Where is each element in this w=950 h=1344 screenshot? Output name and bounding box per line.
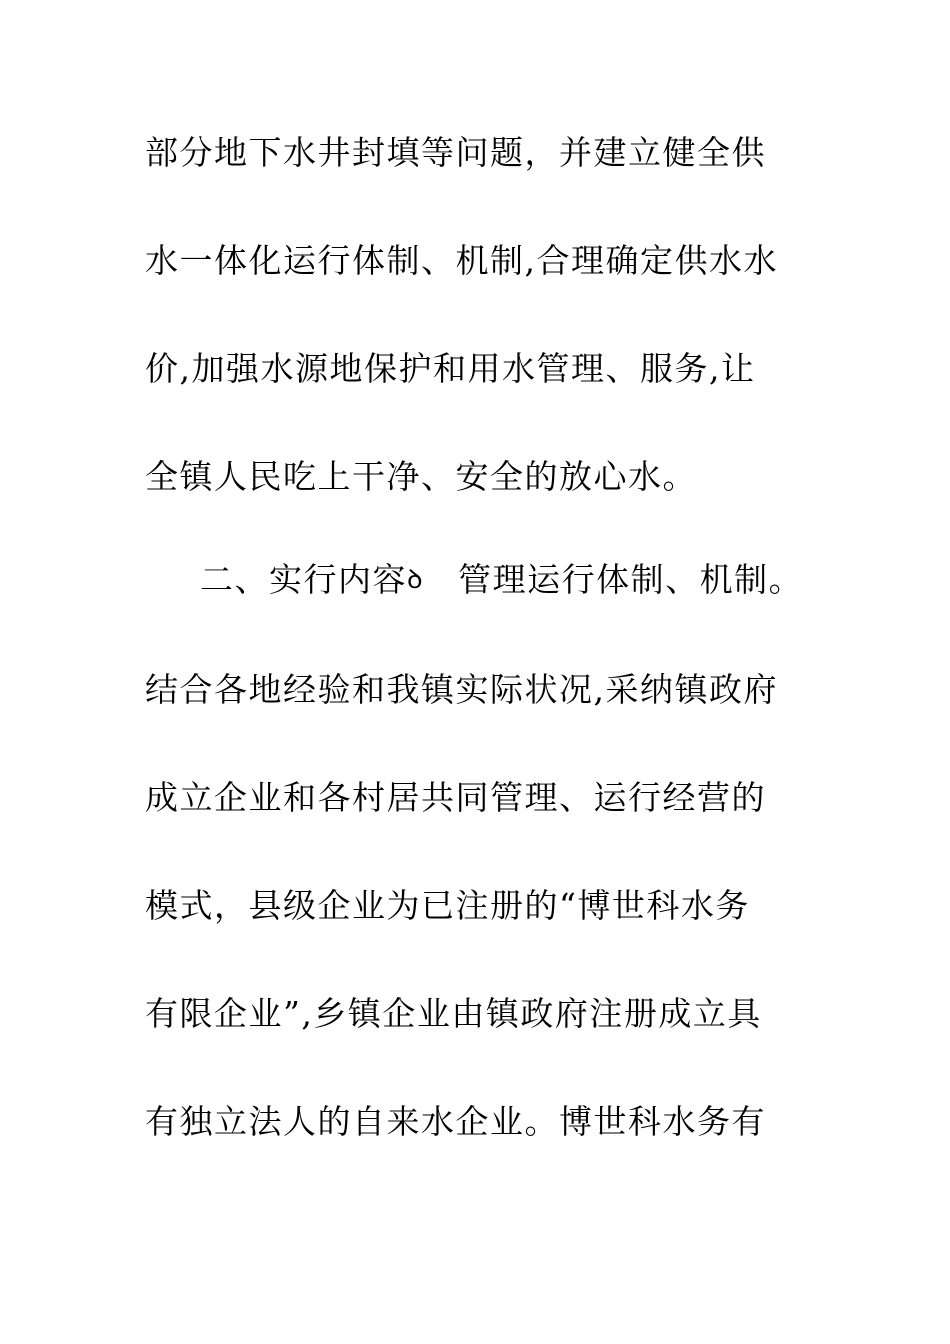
text-line: 有限企业”,乡镇企业由镇政府注册成立具 — [145, 994, 762, 1033]
bullet-symbol: ꝺ — [407, 565, 425, 595]
text-line: 水一体化运行体制、机制,合理确定供水水 — [145, 241, 778, 280]
text-line: 结合各地经验和我镇实际状况,采纳镇政府 — [145, 670, 778, 709]
text-line: 全镇人民吃上干净、安全的放心水。 — [145, 457, 697, 496]
section-heading: 二、实行内容 — [200, 560, 407, 599]
text-line: 有独立法人的自来水企业。博世科水务有 — [145, 1102, 766, 1141]
section-heading-line — [200, 550, 900, 610]
text-line: 价,加强水源地保护和用水管理、服务,让 — [145, 349, 756, 388]
text-line: 模式，县级企业为已注册的“博世科水务 — [145, 886, 750, 925]
text-line: 部分地下水井封填等问题，并建立健全供 — [145, 133, 766, 172]
text-line: 成立企业和各村居共同管理、运行经营的 — [145, 778, 766, 817]
section-subheading: 管理运行体制、机制。 — [458, 560, 804, 599]
